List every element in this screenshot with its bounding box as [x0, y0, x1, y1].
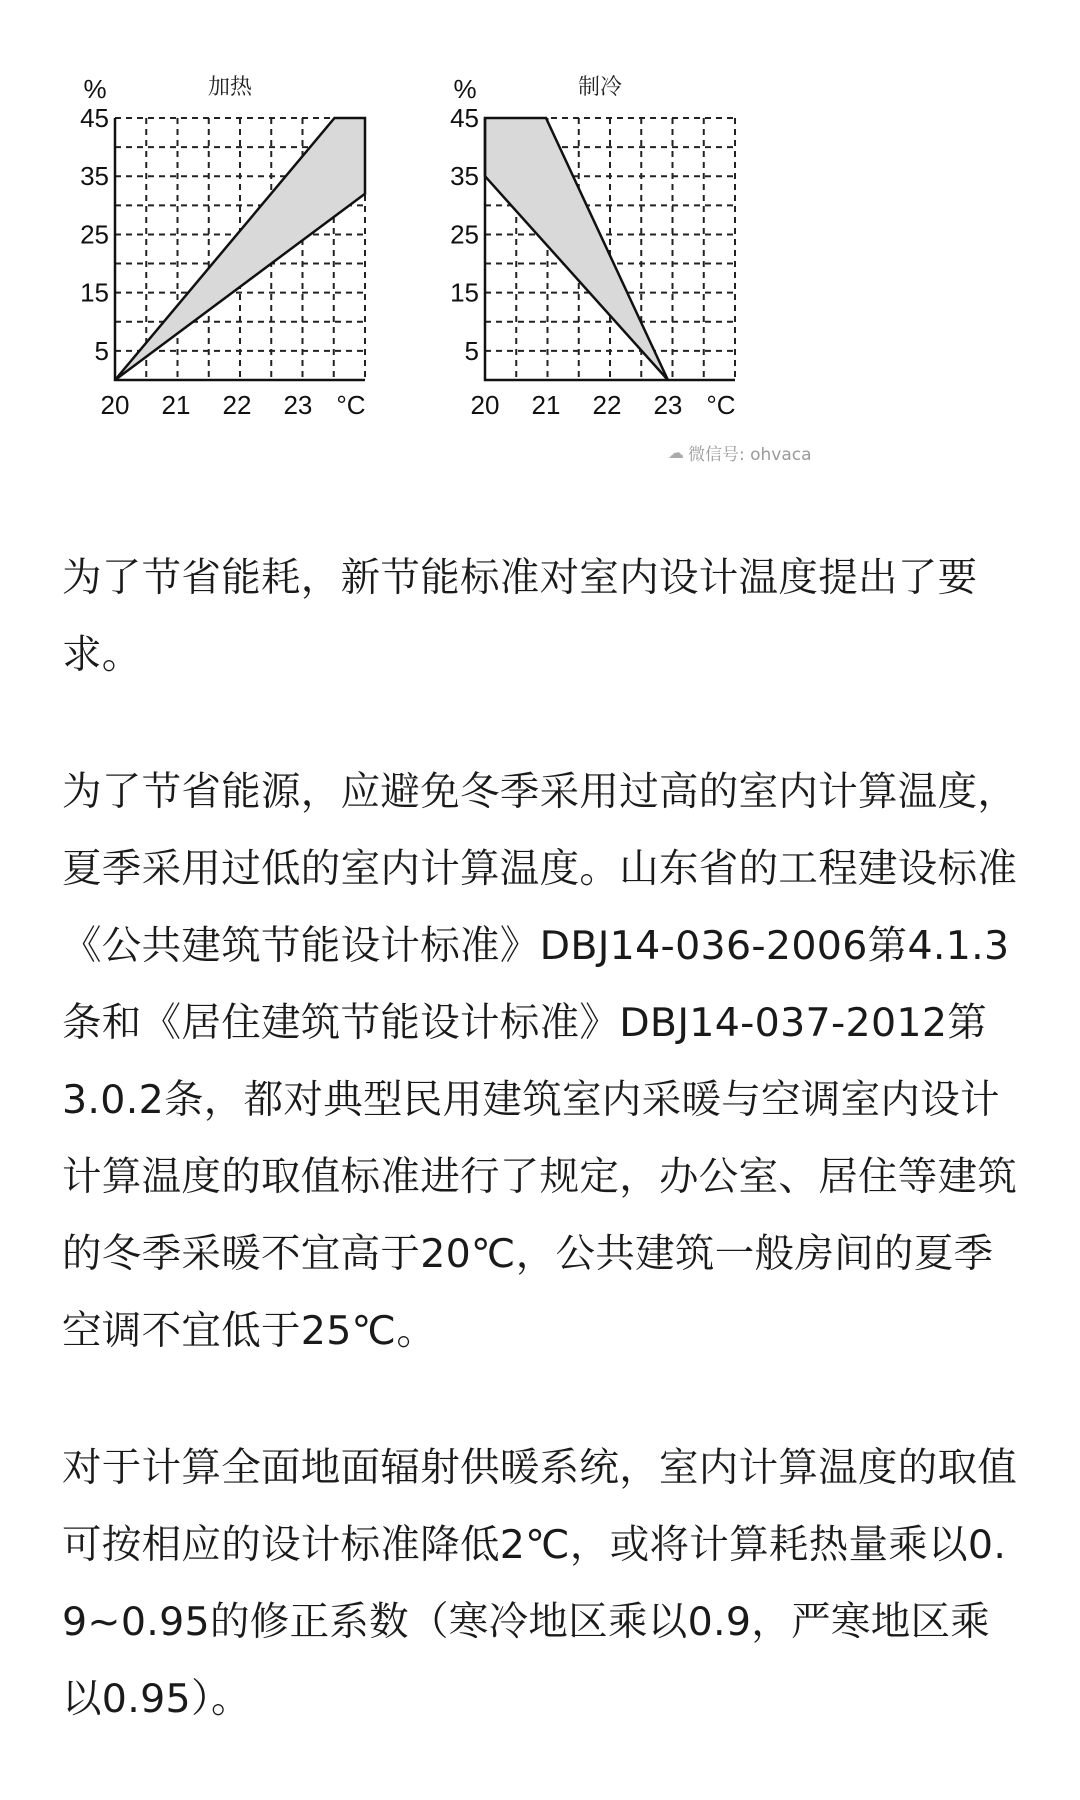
- heating-x-tick-label: 21: [161, 390, 191, 420]
- watermark: [668, 440, 812, 465]
- article: [62, 540, 1022, 1798]
- cooling-y-tick-label: 5: [464, 335, 479, 366]
- cooling-y-tick-label: 45: [450, 103, 479, 133]
- cooling-y-tick-label: 15: [450, 277, 479, 308]
- cooling-x-tick-label: 22: [592, 390, 622, 420]
- cooling-y-tick-label: 25: [450, 219, 479, 250]
- paragraph-2: 为了节省能源，应避免冬季采用过高的室内计算温度，夏季采用过低的室内计算温度。山东省的工程建设标准《公共建筑节能设计标准》DBJ14-036-2006第4.1.3条和《居住建筑节能设计标准》DBJ14-037-2012第3.0.2条，都对典型民用建筑室内采暖与空调室内设计计算温度的取值标准进行了规定，办公室、居住等建筑的冬季采暖不宜高于20℃，公共建筑一般房间的夏季空调不宜低于25℃。: [62, 769, 1018, 1354]
- heating-chart-title: 加热: [207, 75, 253, 100]
- cooling-chart-title: 制冷: [577, 75, 623, 100]
- cooling-chart: [450, 70, 770, 430]
- cooling-x-unit-label: °C: [706, 390, 736, 420]
- figure: [0, 0, 1080, 500]
- cooling-y-tick-label: 35: [450, 161, 479, 192]
- heating-y-tick-label: 5: [94, 335, 109, 366]
- wechat-icon: ☁: [668, 443, 684, 462]
- heating-y-tick-label: 25: [80, 219, 109, 250]
- heating-chart: [80, 70, 400, 430]
- cooling-band-area: [485, 118, 668, 380]
- heating-y-tick-label: 45: [80, 103, 109, 133]
- cooling-y-axis-label: %: [453, 74, 477, 104]
- heating-x-tick-label: 20: [100, 390, 130, 420]
- cooling-x-tick-label: 20: [470, 390, 500, 420]
- heating-y-tick-label: 15: [80, 277, 109, 308]
- heating-x-tick-label: 22: [222, 390, 252, 420]
- watermark-text: 微信号: ohvaca: [688, 445, 812, 465]
- heating-x-tick-label: 23: [283, 390, 313, 420]
- cooling-x-tick-label: 21: [531, 390, 561, 420]
- heating-x-unit-label: °C: [336, 390, 366, 420]
- paragraph-1: 为了节省能耗，新节能标准对室内设计温度提出了要求。: [62, 555, 978, 678]
- heating-y-tick-label: 35: [80, 161, 109, 192]
- heating-y-axis-label: %: [83, 74, 107, 104]
- cooling-x-tick-label: 23: [653, 390, 683, 420]
- paragraph-3: 对于计算全面地面辐射供暖系统，室内计算温度的取值可按相应的设计标准降低2℃，或将计算耗热量乘以0.9~0.95的修正系数（寒冷地区乘以0.9，严寒地区乘以0.95）。: [62, 1445, 1018, 1722]
